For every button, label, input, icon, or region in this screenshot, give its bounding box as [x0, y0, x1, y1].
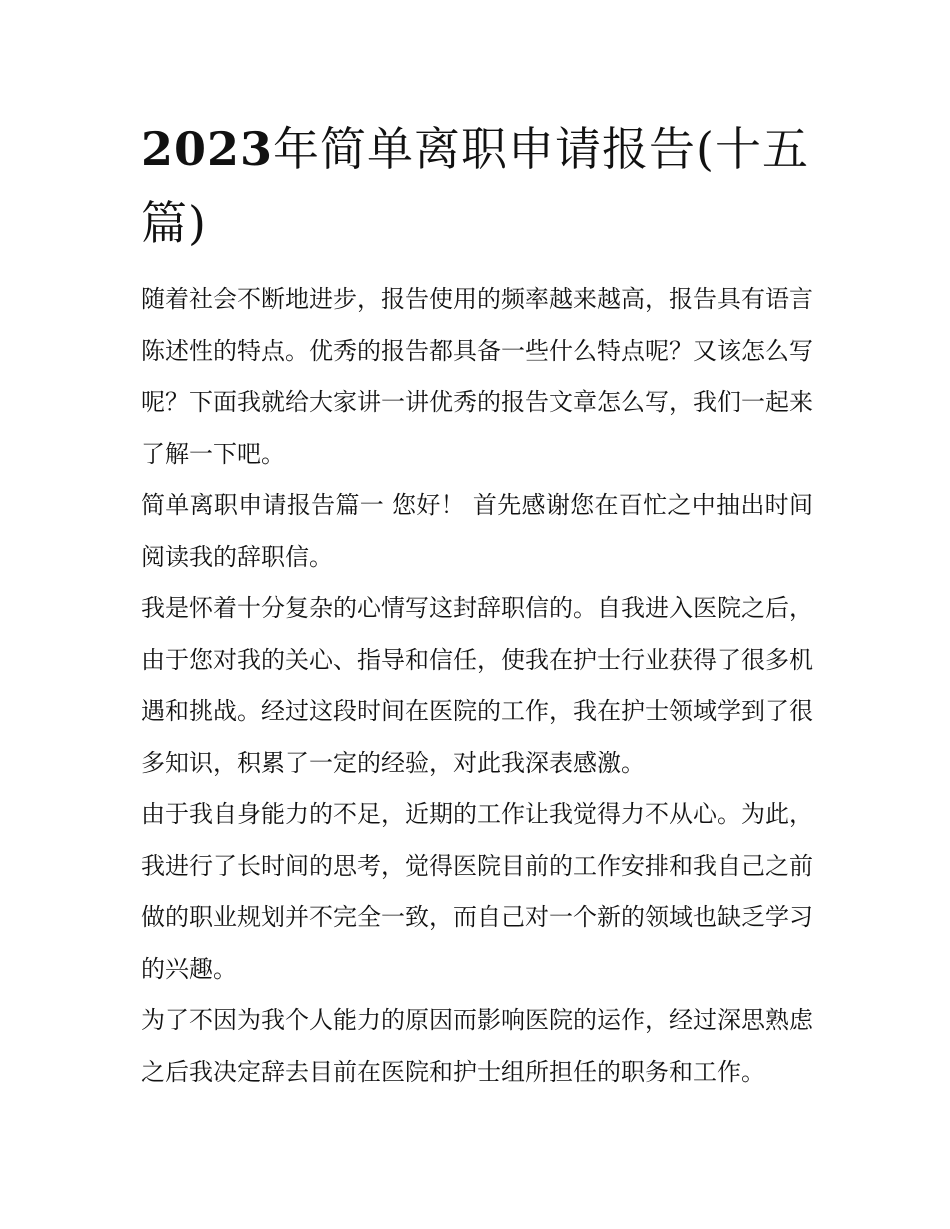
paragraph-reason: 由于我自身能力的不足，近期的工作让我觉得力不从心。为此，我进行了长时间的思考，觉得医院目前的工作安排和我自己之前做的职业规划并不完全一致，而自己对一个新的领域也缺乏学习的兴趣。 — [141, 800, 813, 983]
paragraph-greeting: 简单离职申请报告篇一 您好！ 首先感谢您在百忙之中抽出时间阅读我的辞职信。 — [141, 491, 813, 571]
document-title — [141, 112, 813, 260]
paragraph-intro: 随着社会不断地进步，报告使用的频率越来越高，报告具有语言陈述性的特点。优秀的报告都具备一些什么特点呢？又该怎么写呢？下面我就给大家讲一讲优秀的报告文章怎么写，我们一起来了解一下吧。 — [141, 285, 813, 468]
title-year: 2023 — [141, 122, 274, 176]
document-body — [141, 112, 813, 1098]
title-text: 年简单离职申请报告(十五篇) — [141, 122, 809, 250]
paragraph-gratitude: 我是怀着十分复杂的心情写这封辞职信的。自我进入医院之后，由于您对我的关心、指导和信任，使我在护士行业获得了很多机遇和挑战。经过这段时间在医院的工作，我在护士领域学到了很多知识，积累了一定的经验，对此我深表感激。 — [141, 594, 813, 777]
paragraph-decision: 为了不因为我个人能力的原因而影响医院的运作，经过深思熟虑之后我决定辞去目前在医院和护士组所担任的职务和工作。 — [141, 1006, 813, 1086]
